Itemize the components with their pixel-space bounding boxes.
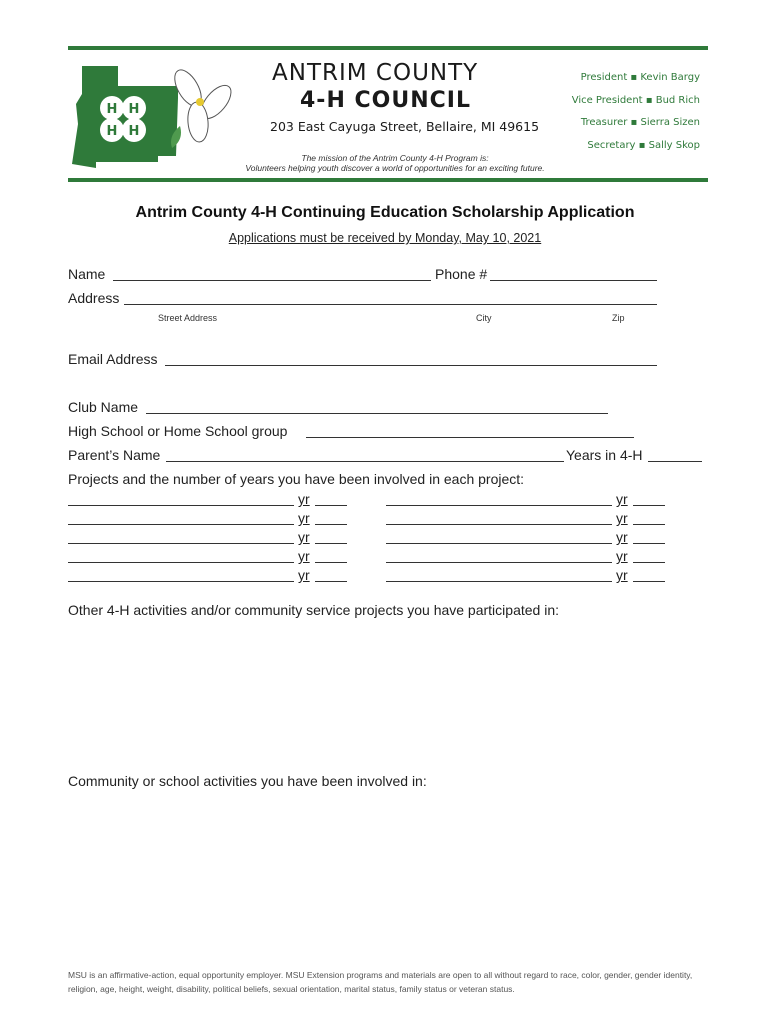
club-name-field[interactable]	[146, 413, 608, 414]
parent-name-label: Parent’s Name	[68, 447, 161, 463]
project-name-field[interactable]	[386, 543, 612, 544]
project-years-field[interactable]	[315, 505, 347, 506]
officer-president: President ▪ Kevin Bargy	[580, 72, 700, 83]
officer-treasurer: Treasurer ▪ Sierra Sizen	[580, 117, 700, 128]
years-in-4h-field[interactable]	[648, 461, 702, 462]
school-label: High School or Home School group	[68, 423, 288, 439]
project-yr-label: yr	[616, 567, 628, 583]
svg-text:H: H	[106, 102, 118, 117]
community-activities-label: Community or school activities you have been involved in:	[68, 773, 427, 789]
project-years-field[interactable]	[633, 581, 665, 582]
name-field[interactable]	[113, 280, 431, 281]
mission-line1: The mission of the Antrim County 4-H Program is:	[301, 153, 489, 163]
form-title: Antrim County 4-H Continuing Education Scholarship Application	[135, 204, 635, 221]
email-field[interactable]	[165, 365, 657, 366]
phone-field[interactable]	[490, 280, 657, 281]
projects-label: Projects and the number of years you have been involved in each project:	[68, 471, 525, 487]
project-name-field[interactable]	[68, 581, 294, 582]
parent-name-field[interactable]	[166, 461, 564, 462]
name-label: Name	[68, 266, 106, 282]
project-years-field[interactable]	[633, 562, 665, 563]
community-activities-area[interactable]	[68, 793, 708, 953]
project-years-field[interactable]	[315, 562, 347, 563]
other-activities-label: Other 4-H activities and/or community service projects you have participated in:	[68, 602, 559, 618]
svg-text:H: H	[128, 102, 140, 117]
project-yr-label: yr	[298, 548, 310, 564]
years-in-4h-label: Years in 4-H	[566, 447, 643, 463]
officer-secretary: Secretary ▪ Sally Skop	[587, 140, 700, 151]
project-yr-label: yr	[298, 529, 310, 545]
project-name-field[interactable]	[68, 505, 294, 506]
project-years-field[interactable]	[633, 524, 665, 525]
phone-label: Phone #	[435, 266, 488, 282]
project-years-field[interactable]	[315, 543, 347, 544]
project-yr-label: yr	[298, 510, 310, 526]
project-years-field[interactable]	[633, 505, 665, 506]
city-caption: City	[476, 313, 492, 323]
club-name-label: Club Name	[68, 399, 139, 415]
project-yr-label: yr	[616, 510, 628, 526]
svg-text:H: H	[106, 124, 118, 139]
project-yr-label: yr	[616, 529, 628, 545]
top-rule	[68, 46, 708, 50]
project-years-field[interactable]	[633, 543, 665, 544]
other-activities-area[interactable]	[68, 622, 708, 762]
project-years-field[interactable]	[315, 581, 347, 582]
project-name-field[interactable]	[68, 524, 294, 525]
project-yr-label: yr	[616, 548, 628, 564]
county-map-logo	[68, 64, 238, 172]
project-name-field[interactable]	[68, 543, 294, 544]
deadline-notice: Applications must be received by Monday, May 10, 2021	[228, 231, 542, 245]
project-name-field[interactable]	[386, 524, 612, 525]
project-name-field[interactable]	[386, 505, 612, 506]
project-years-field[interactable]	[315, 524, 347, 525]
project-name-field[interactable]	[386, 581, 612, 582]
project-yr-label: yr	[298, 567, 310, 583]
trillium-flower-icon	[169, 66, 236, 148]
mission-line2: Volunteers helping youth discover a world of opportunities for an exciting future.	[245, 163, 545, 173]
address-label: Address	[68, 290, 120, 306]
email-label: Email Address	[68, 351, 158, 367]
project-yr-label: yr	[298, 491, 310, 507]
footer-disclaimer: MSU is an affirmative-action, equal opportunity employer. MSU Extension programs and materials are open to all without regard to race, color, gender, gender identity, religion, age, height, weight, disability, political beliefs, sexual orientation, marital status, family status or veteran status.	[68, 970, 693, 994]
header-bottom-rule	[68, 178, 708, 182]
project-name-field[interactable]	[68, 562, 294, 563]
org-name-line2: 4-H COUNCIL	[300, 88, 471, 113]
address-field[interactable]	[124, 304, 657, 305]
project-yr-label: yr	[616, 491, 628, 507]
school-field[interactable]	[306, 437, 634, 438]
org-address: 203 East Cayuga Street, Bellaire, MI 49615	[270, 119, 540, 134]
street-address-caption: Street Address	[158, 313, 218, 323]
project-name-field[interactable]	[386, 562, 612, 563]
officer-vice-president: Vice President ▪ Bud Rich	[571, 95, 700, 106]
zip-caption: Zip	[612, 313, 625, 323]
svg-text:H: H	[128, 124, 140, 139]
org-name-line1: ANTRIM COUNTY	[272, 60, 479, 86]
